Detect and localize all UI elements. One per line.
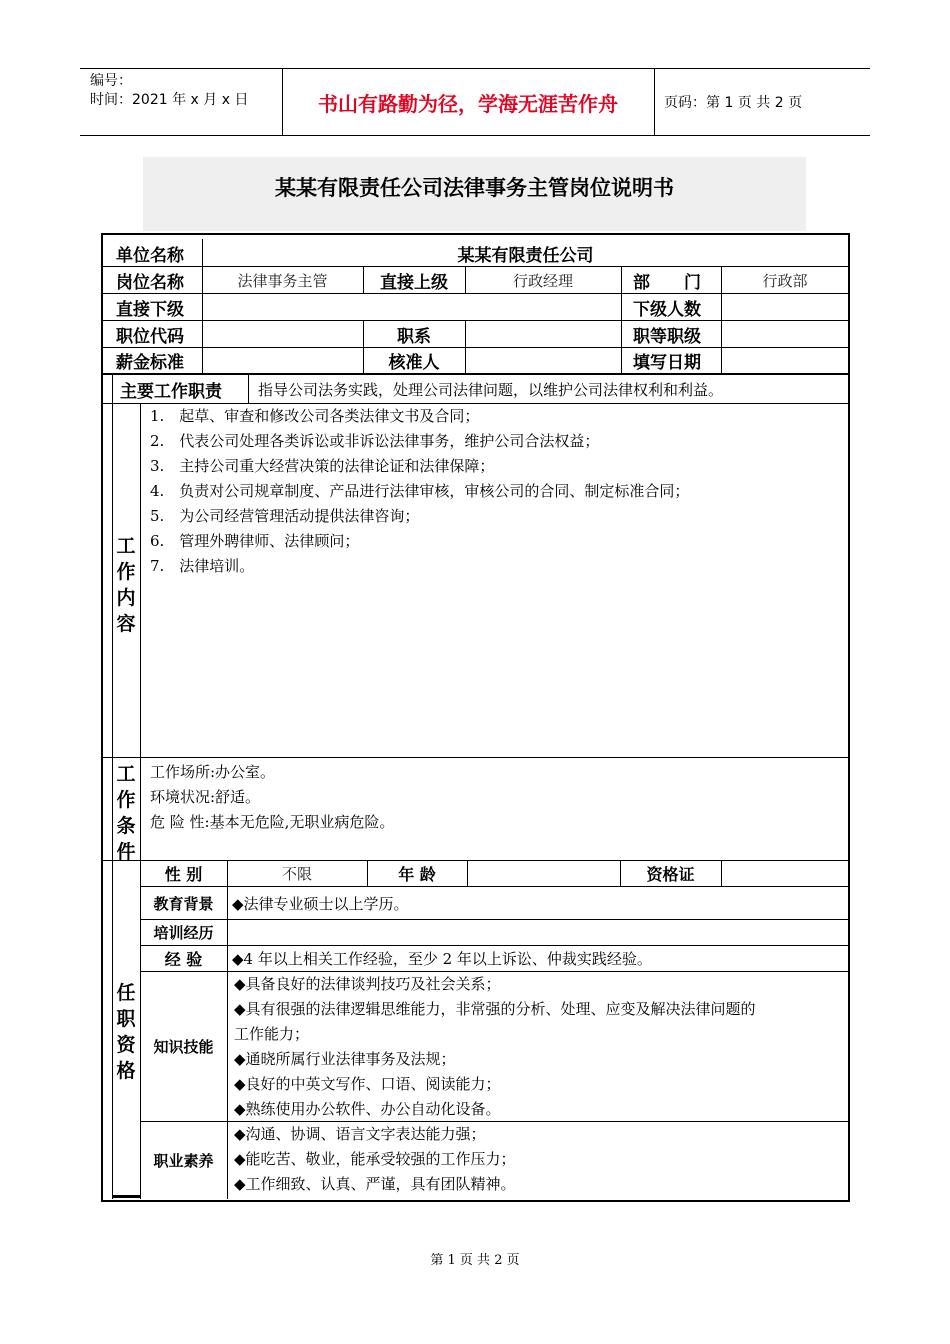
header-divider <box>282 69 283 135</box>
row-line <box>140 919 849 920</box>
main-duty-text: 指导公司法务实践，处理公司法律问题，以维护公司法律权利和利益。 <box>258 381 724 399</box>
age-label: 年 龄 <box>398 865 436 884</box>
work-content-label: 工作内容 <box>116 535 136 635</box>
header-bottom-rule <box>80 135 870 136</box>
col-line <box>467 860 468 886</box>
col-line <box>112 373 113 1199</box>
work-content-item: 6. 管理外聘律师、法律顾问； <box>150 532 360 550</box>
unit-name-label: 单位名称 <box>116 245 184 266</box>
direct-superior-label: 直接上级 <box>380 272 448 293</box>
work-content-item: 7. 法律培训。 <box>150 557 255 575</box>
row-line <box>112 1195 140 1198</box>
salary-label: 薪金标准 <box>116 353 184 373</box>
qualifications-label: 任职资格 <box>116 982 136 1082</box>
row-line <box>102 347 849 348</box>
page-info: 页码：第 1 页 共 2 页 <box>664 95 803 111</box>
direct-subordinate-label: 直接下级 <box>116 299 184 320</box>
education-value: ◆法律专业硕士以上学历。 <box>232 894 409 913</box>
work-condition-item: 环境状况:舒适。 <box>150 788 261 806</box>
col-line <box>248 373 249 403</box>
post-name-value: 法律事务主管 <box>237 271 328 290</box>
approver-label: 核准人 <box>388 353 440 373</box>
skills-list <box>234 972 844 1122</box>
document-time-label: 时间：2021 年 x 月 x 日 <box>90 92 249 108</box>
fill-date-label: 填写日期 <box>633 353 701 373</box>
work-content-item: 3. 主持公司重大经营决策的法律论证和法律保障； <box>150 457 495 475</box>
skills-label: 知识技能 <box>153 1038 214 1056</box>
skill-item: ◆通晓所属行业法律事务及法规； <box>234 1050 456 1068</box>
quality-item: ◆沟通、协调、语言文字表达能力强； <box>234 1125 486 1143</box>
quality-list <box>234 1122 844 1197</box>
department-value: 行政部 <box>762 271 808 290</box>
work-conditions-label: 工作条件 <box>116 763 136 863</box>
header-motto: 书山有路勤为径，学海无涯苦作舟 <box>318 92 618 116</box>
quality-item: ◆能吃苦、敬业，能承受较强的工作压力； <box>234 1150 516 1168</box>
work-condition-item: 工作场所:办公室。 <box>150 763 276 781</box>
certificate-label: 资格证 <box>646 865 695 884</box>
post-code-label: 职位代码 <box>116 326 184 347</box>
row-line <box>102 373 849 375</box>
experience-label: 经 验 <box>164 950 203 969</box>
col-line <box>227 860 228 1199</box>
work-content-list <box>150 404 689 579</box>
post-name-label: 岗位名称 <box>116 272 184 293</box>
header-top-rule <box>80 68 870 69</box>
main-duty-label: 主要工作职责 <box>120 382 222 402</box>
header-divider <box>654 69 655 135</box>
skill-item: ◆熟练使用办公软件、办公自动化设备。 <box>234 1100 501 1118</box>
subordinate-count-label: 下级人数 <box>633 299 701 320</box>
quality-label: 职业素养 <box>153 1151 214 1170</box>
page-title: 某某有限责任公司法律事务主管岗位说明书 <box>275 176 674 200</box>
row-line <box>102 293 849 294</box>
col-line <box>721 860 722 886</box>
work-content-item: 5. 为公司经营管理活动提供法律咨询； <box>150 507 420 525</box>
row-line <box>102 757 849 758</box>
education-label: 教育背景 <box>153 894 214 913</box>
grade-label: 职等职级 <box>633 326 701 347</box>
gender-value: 不限 <box>281 865 312 883</box>
direct-superior-value: 行政经理 <box>512 271 573 290</box>
page-footer: 第 1 页 共 2 页 <box>430 1253 520 1268</box>
skill-item: ◆良好的中英文写作、口语、阅读能力； <box>234 1075 501 1093</box>
experience-value: ◆4 年以上相关工作经验，至少 2 年以上诉讼、仲裁实践经验。 <box>232 950 652 968</box>
work-content-item: 4. 负责对公司规章制度、产品进行法律审核，审核公司的合同、制定标准合同； <box>150 482 690 500</box>
job-series-label: 职系 <box>397 326 431 347</box>
skill-item: ◆具有很强的法律逻辑思维能力，非常强的分析、处理、应变及解决法律问题的 <box>234 1000 756 1018</box>
quality-item: ◆工作细致、认真、严谨，具有团队精神。 <box>234 1175 516 1193</box>
document-number-label: 编号： <box>90 73 132 89</box>
department-label: 部 门 <box>633 272 701 293</box>
skill-item: ◆具备良好的法律谈判技巧及社会关系； <box>234 975 501 993</box>
work-conditions-list <box>150 760 394 835</box>
col-line <box>621 266 622 373</box>
work-content-item: 1. 起草、审查和修改公司各类法律文书及合同； <box>150 407 480 425</box>
col-line <box>465 320 466 373</box>
work-content-item: 2. 代表公司处理各类诉讼或非诉讼法律事务，维护公司合法权益； <box>150 432 600 450</box>
unit-name-value: 某某有限责任公司 <box>457 245 594 266</box>
skill-item: 工作能力； <box>234 1025 310 1043</box>
training-label: 培训经历 <box>153 924 214 942</box>
gender-label: 性 别 <box>164 865 203 884</box>
row-line <box>102 320 849 321</box>
work-condition-item: 危 险 性:基本无危险,无职业病危险。 <box>150 813 395 831</box>
